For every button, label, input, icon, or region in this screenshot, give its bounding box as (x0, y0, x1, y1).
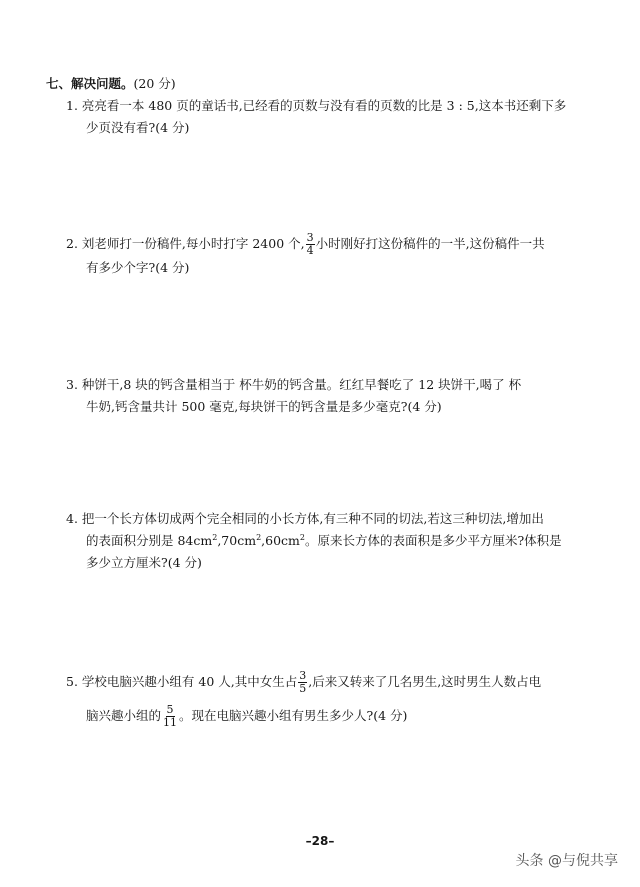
fraction-numerator: 3 (299, 669, 307, 682)
fraction-denominator: 5 (299, 682, 307, 695)
question-2-text-b: 小时刚好打这份稿件的一半,这份稿件一共 (315, 236, 545, 251)
superscript-2: 2 (299, 532, 305, 542)
question-5-text-a: 5. 学校电脑兴趣小组有 40 人,其中女生占 (66, 674, 298, 689)
question-4-area-a: 的表面积分别是 84cm (86, 533, 213, 548)
question-5-line-1 (66, 665, 566, 699)
question-1 (66, 95, 566, 139)
section-title (46, 74, 176, 92)
fraction-denominator: 4 (306, 244, 314, 257)
question-2-line-1 (66, 232, 566, 257)
question-5 (66, 665, 566, 733)
question-1-line-1: 1. 亮亮看一本 480 页的童话书,已经看的页数与没有看的页数的比是 3 : 5,这本书还剩下多 (66, 98, 567, 113)
question-5-text-b: ,后来又转来了几名男生,这时男生人数占电 (308, 674, 542, 689)
question-2-line-2: 有多少个字?(4 分) (86, 260, 190, 275)
page-number: –28– (305, 834, 335, 848)
fraction-five-elevenths (162, 704, 178, 729)
watermark: 头条 @与倪共享 (515, 853, 618, 869)
question-1-line-2: 少页没有看?(4 分) (86, 120, 190, 135)
question-4-text-d: 。原来长方体的表面积是多少平方厘米?体积是 (304, 533, 562, 548)
fraction-three-quarters (306, 232, 315, 257)
question-5-line-2 (66, 699, 566, 733)
question-5-text-d: 。现在电脑兴趣小组有男生多少人?(4 分) (179, 708, 408, 723)
question-4-line-2 (66, 530, 566, 552)
question-2-text-a: 2. 刘老师打一份稿件,每小时打字 2400 个, (66, 236, 305, 251)
question-2 (66, 232, 566, 279)
question-4-area-b: ,70cm (217, 533, 257, 548)
question-3 (66, 374, 566, 418)
fraction-denominator: 11 (163, 716, 178, 729)
question-5-text-c: 脑兴趣小组的 (86, 708, 162, 723)
superscript-2: 2 (256, 532, 262, 542)
question-4-area-c: ,60cm (261, 533, 300, 548)
section-points: (20 分) (133, 76, 176, 91)
question-3-line-2: 牛奶,钙含量共计 500 毫克,每块饼干的钙含量是多少毫克?(4 分) (86, 399, 442, 414)
question-4-line-3: 多少立方厘米?(4 分) (86, 555, 202, 570)
question-3-line-1: 3. 种饼干,8 块的钙含量相当于 杯牛奶的钙含量。红红早餐吃了 12 块饼干,喝了 杯 (66, 377, 522, 392)
fraction-three-fifths (298, 670, 307, 695)
question-4-line-1: 4. 把一个长方体切成两个完全相同的小长方体,有三种不同的切法,若这三种切法,增加出 (66, 511, 544, 526)
fraction-numerator: 5 (166, 703, 174, 716)
question-4 (66, 508, 566, 574)
fraction-numerator: 3 (306, 231, 314, 244)
superscript-2: 2 (212, 532, 218, 542)
section-title-text: 七、解决问题。 (46, 76, 134, 91)
